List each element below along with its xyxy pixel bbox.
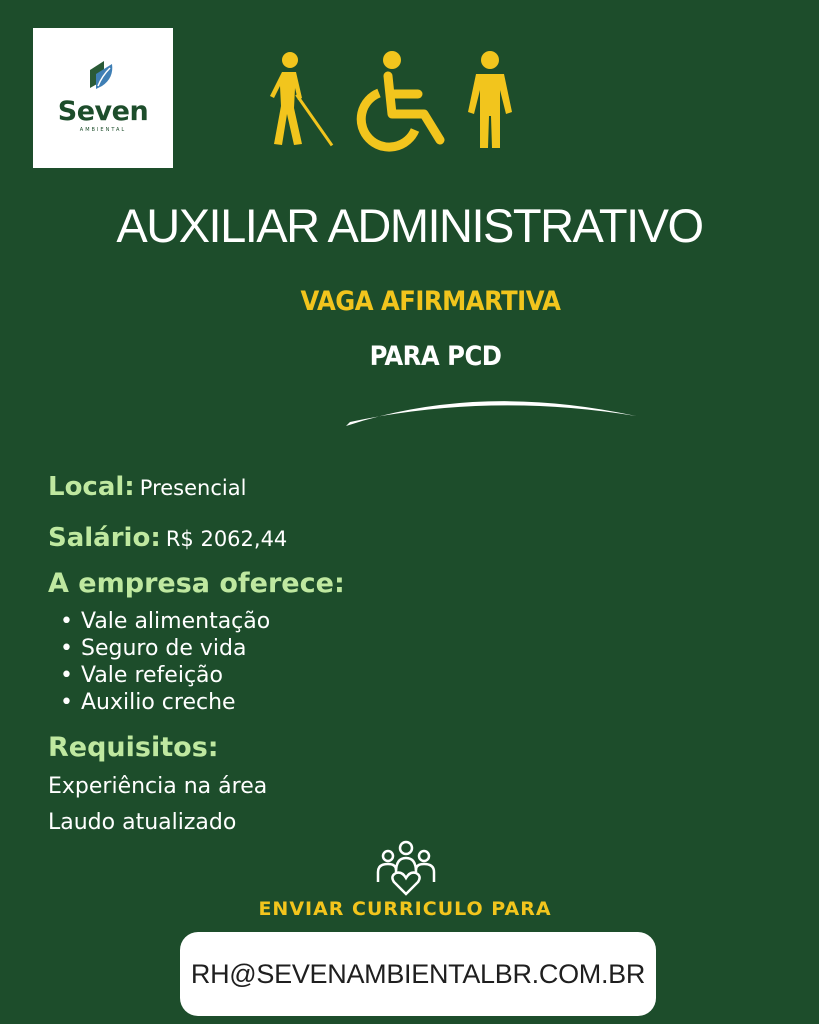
- salary-row: [48, 523, 287, 553]
- job-title: AUXILIAR ADMINISTRATIVO: [116, 199, 703, 252]
- requirement-item: Laudo atualizado: [48, 810, 237, 835]
- list-item: • Vale refeição: [60, 662, 270, 689]
- pcd-subtitle: PARA PCD: [369, 341, 502, 372]
- leaf-logo-icon: [86, 58, 118, 92]
- logo-name: Seven: [57, 96, 149, 127]
- list-item: • Auxilio creche: [60, 689, 270, 716]
- local-value: Presencial: [139, 476, 247, 500]
- blind-person-cane-icon: [270, 52, 333, 146]
- salary-value: R$ 2062,44: [165, 527, 288, 551]
- contact-email[interactable]: RH@SEVENAMBIENTALBR.COM.BR: [190, 958, 646, 989]
- wheelchair-icon: [361, 51, 440, 147]
- requirement-item: Experiência na área: [48, 774, 268, 799]
- local-label: Local:: [48, 472, 135, 502]
- send-cv-label: ENVIAR CURRICULO PARA: [258, 898, 552, 920]
- person-standing-icon: [468, 51, 512, 148]
- benefits-heading: A empresa oferece:: [48, 568, 345, 599]
- list-item: • Seguro de vida: [60, 635, 270, 662]
- company-logo: [33, 28, 173, 168]
- brush-swoosh: [340, 380, 640, 430]
- accessibility-icons: [268, 48, 528, 158]
- people-heart-icon: [374, 838, 438, 896]
- local-row: [48, 472, 246, 502]
- logo-subtitle: AMBIENTAL: [79, 127, 127, 133]
- affirmative-subtitle: VAGA AFIRMARTIVA: [300, 286, 561, 317]
- list-item: • Vale alimentação: [60, 608, 270, 635]
- requirements-heading: Requisitos:: [48, 732, 219, 763]
- benefits-list: [60, 608, 270, 716]
- salary-label: Salário:: [48, 523, 161, 553]
- email-box[interactable]: [180, 932, 656, 1016]
